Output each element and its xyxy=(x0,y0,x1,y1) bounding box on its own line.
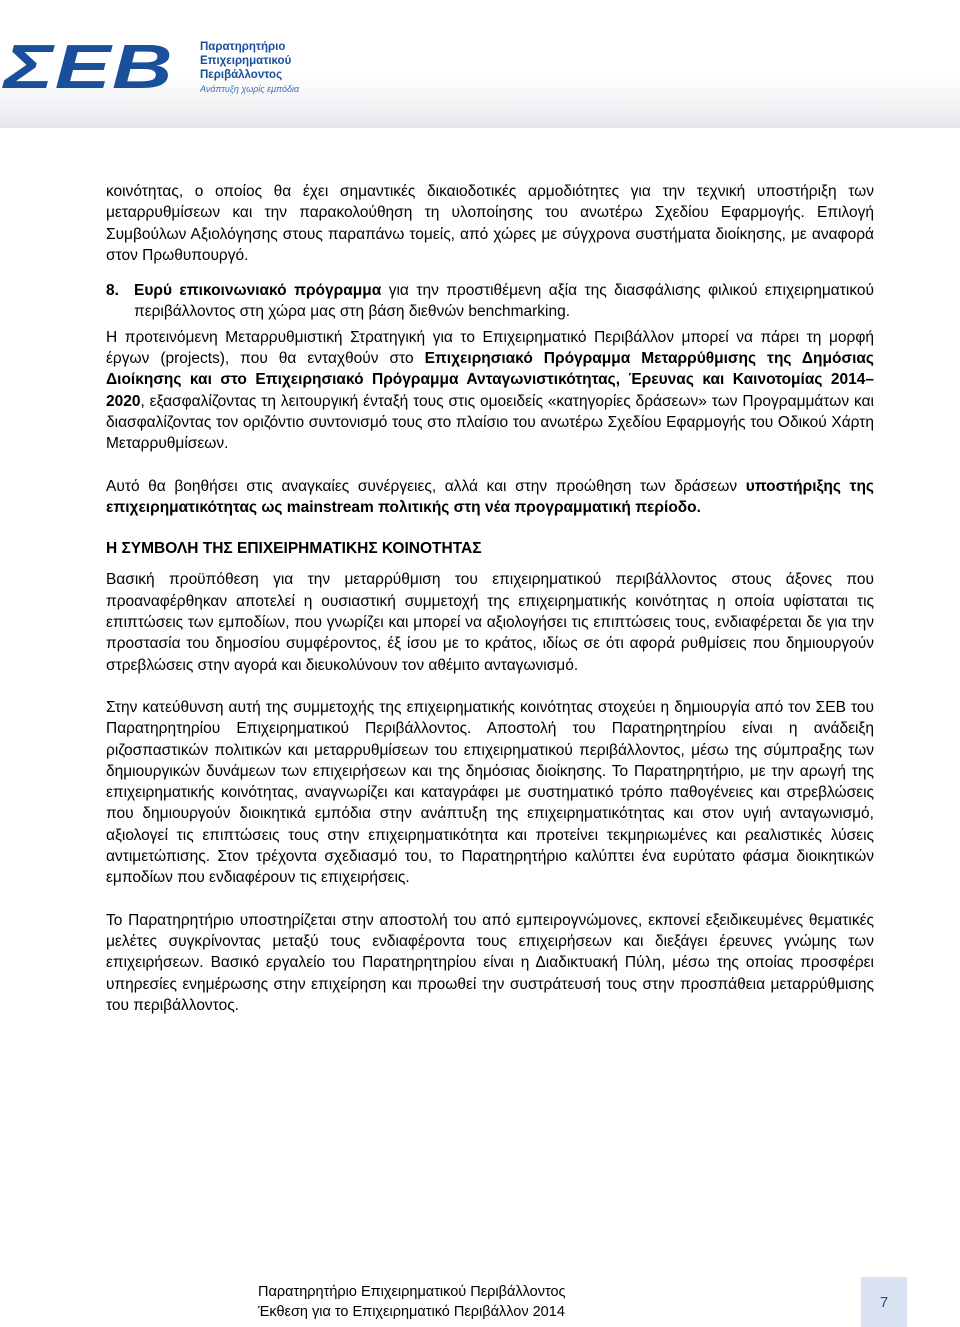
logo-wordmark: ΣΕΒ xyxy=(4,33,174,102)
paragraph-6: Το Παρατηρητήριο υποστηρίζεται στην αποστολή του από εμπειρογνώμονες, εκπονεί εξειδικευμένες θεματικές μελέτες συγκρίνοντας μεταξύ τους ενδιαφέροντα τους επιχειρήσεων και διεξάγει έρευνες γνώμης των επιχειρήσεων. Βασικό εργαλείο του Παρατηρητηρίου είναι η Διαδικτυακή Πύλη, μέσω της οποίας προσφέρει υπηρεσίες ενημέρωσης στην επιχείρηση και προωθεί την συστράτευσή τους στην προσπάθεια μεταρρύθμισης του περιβάλλοντος. xyxy=(106,911,874,1014)
document-body xyxy=(106,181,874,1016)
logo-subtitle xyxy=(200,40,310,96)
p3-bold: υποστήριξης της επιχειρηματικότητας ως mainstream πολιτικής στη νέα προγραμματική περίοδο. xyxy=(106,477,874,516)
p2-text-a: Η προτεινόμενη Μεταρρυθμιστική Στρατηγική για το Επιχειρηματικό Περιβάλλον μπορεί να πάρει τη μορφή έργων (projects), που θα ενταχθούν στο xyxy=(106,328,874,368)
paragraph-4: Βασική προϋπόθεση για την μεταρρύθμιση του επιχειρηματικού περιβάλλοντος στους άξονες που προαναφέρθηκαν αποτελεί η ουσιαστική συμμετοχή της επιχειρηματικής κοινότητας η οποία υφίσταται τις επιπτώσεις των εμποδίων, που γνωρίζει και μπορεί να αξιολογήσει τις επιπτώσεις τους, ενδιαφέρεται δε για την προστασία του δημοσίου συμφέροντος, έξ ίσου με το κράτος, ιδίως σε ότι αφορά ρυθμίσεις που δημιουργούν στρεβλώσεις στην αγορά και διευκολύνουν τον αθέμιτο ανταγωνισμό. xyxy=(106,571,874,674)
logo-sub-line3: Περιβάλλοντος xyxy=(200,69,283,81)
p3-text: Αυτό θα βοηθήσει στις αναγκαίες συνέργειες, αλλά και στην προώθηση των δράσεων xyxy=(106,477,746,495)
logo-sub-line1: Παρατηρητήριο xyxy=(200,41,286,53)
page-number: 7 xyxy=(861,1277,907,1327)
paragraph-5: Στην κατεύθυνση αυτή της συμμετοχής της επιχειρηματικής κοινότητας στοχεύει η δημιουργία από τον ΣΕΒ του Παρατηρητηρίου Επιχειρηματικού Περιβάλλοντος. Αποστολή του Παρατηρητηρίου είναι η ανάδειξη ριζοσπαστικών πολιτικών και μεταρρυθμίσεων του επιχειρηματικού περιβάλλοντος, μέσω της σύμπραξης των δημιουργικών δυνάμεων των επιχειρήσεων και της δημόσιας διοίκησης. Το Παρατηρητήριο, με την αρωγή της επιχειρηματικής κοινότητας, αναγνωρίζει και καταγράφει με συστηματικό τρόπο παθογένειες και στρεβλώσεις που δημιουργούν διοικητικά εμπόδια στην ανάπτυξη της επιχειρηματικότητας και στον υγιή ανταγωνισμό, αξιολογεί τις επιπτώσεις τους στην επιχειρηματικότητα και προτείνει τεκμηριωμένες και ρεαλιστικές λύσεις αντιμετώπισης. Στον τρέχοντα σχεδιασμό του, το Παρατηρητήριο καλύπτει ένα ευρύτατο φάσμα διοικητικών εμποδίων που ενδιαφέρουν τις επιχειρήσεις. xyxy=(106,698,874,887)
p2-text-b: , εξασφαλίζοντας τη λειτουργική ένταξή τους στις ομοειδείς «κατηγορίες δράσεων» των Προγραμμάτων και διασφαλίζοντας τον οριζόντιο συντονισμό τους στο πλαίσιο του ανωτέρω Σχεδίου Εφαρμογής του Οδικού Χάρτη Μεταρρυθμίσεων. xyxy=(106,392,874,453)
paragraph-3 xyxy=(106,476,874,519)
list-number: 8. xyxy=(106,282,119,300)
list-item-rest: για την προστιθέμενη αξία της διασφάλισης φιλικού επιχειρηματικού περιβάλλοντος στη χώρα μας στη βάση διεθνών benchmarking. xyxy=(134,282,874,321)
logo-tagline: Ανάπτυξη χωρίς εμπόδια xyxy=(200,84,300,94)
paragraph-2 xyxy=(106,327,874,455)
footer-line1: Παρατηρητήριο Επιχειρηματικού Περιβάλλοντος xyxy=(258,1284,566,1300)
list-item-8 xyxy=(106,280,874,323)
section-heading: Η ΣΥΜΒΟΛΗ ΤΗΣ ΕΠΙΧΕΙΡΗΜΑΤΙΚΗΣ ΚΟΙΝΟΤΗΤΑΣ xyxy=(106,540,482,558)
list-item-bold: Ευρύ επικοινωνιακό πρόγραμμα xyxy=(134,282,382,300)
p2-bold: Επιχειρησιακό Πρόγραμμα Μεταρρύθμισης της Δημόσιας Διοίκησης και στο Επιχειρησιακό Πρόγραμμα Ανταγωνιστικότητας, Έρευνας και Καινοτομίας 2014–2020 xyxy=(106,350,874,410)
logo-sub-line2: Επιχειρηματικού xyxy=(200,55,292,67)
list-item-text xyxy=(134,280,874,323)
footer xyxy=(258,1282,566,1322)
footer-line2: Έκθεση για το Επιχειρηματικό Περιβάλλον 2014 xyxy=(258,1304,565,1320)
paragraph-1: κοινότητας, ο οποίος θα έχει σημαντικές δικαιοδοτικές αρμοδιότητες για την τεχνική υποστήριξη των μεταρρυθμίσεων και την παρακολούθηση τη υλοποίησης του ανωτέρω Σχεδίου Εφαρμογής. Επιλογή Συμβούλων Αξιολόγησης στους παραπάνω τομείς, από χώρες με σύγχρονα συστήματα διοίκησης, με αναφορά στον Πρωθυπουργό. xyxy=(106,183,874,264)
